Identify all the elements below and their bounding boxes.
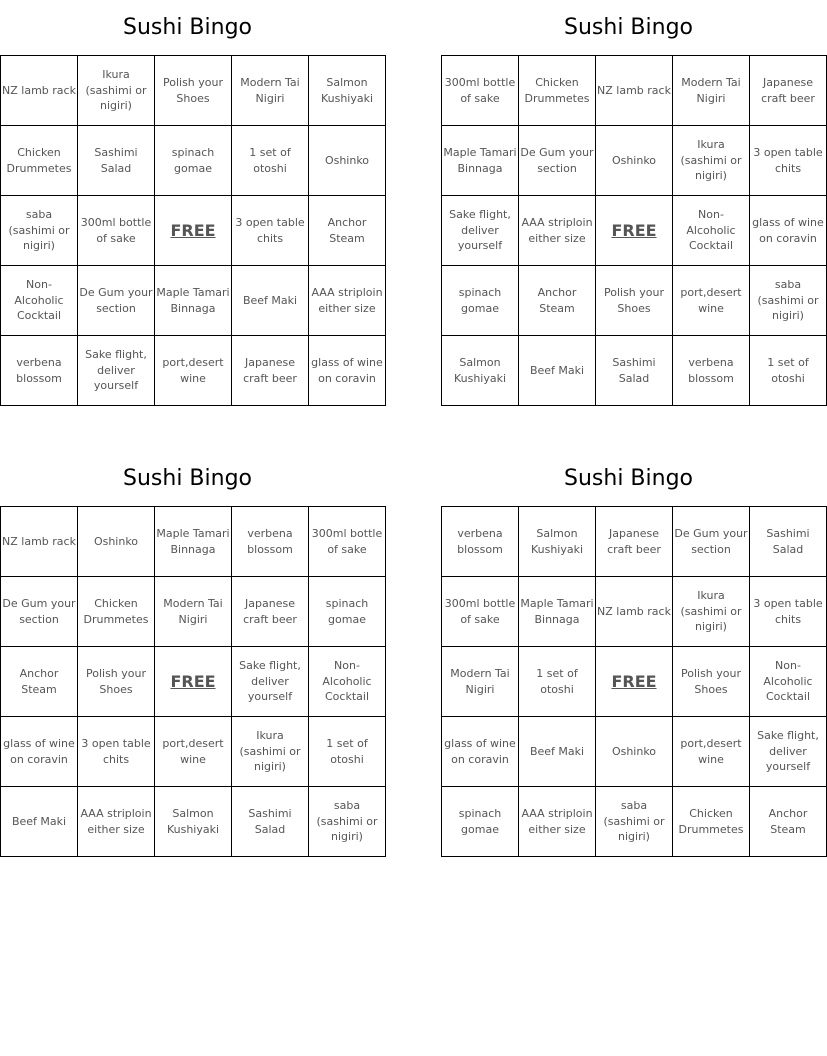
card-title: Sushi Bingo (564, 15, 693, 40)
bingo-cell: Japanese craft beer (232, 336, 309, 406)
bingo-cell: De Gum your section (1, 577, 78, 647)
bingo-cell: NZ lamb rack (596, 56, 673, 126)
bingo-cell: Chicken Drummetes (1, 126, 78, 196)
bingo-cell: 1 set of otoshi (519, 647, 596, 717)
grid-row (442, 56, 827, 126)
bingo-cell: Ikura (sashimi or nigiri) (232, 717, 309, 787)
bingo-cell: AAA striploin either size (78, 787, 155, 857)
bingo-cell: spinach gomae (155, 126, 232, 196)
bingo-cell: 3 open table chits (232, 196, 309, 266)
bingo-cell: Sake flight, deliver yourself (442, 196, 519, 266)
grid-row (1, 717, 386, 787)
free-space-cell: FREE (596, 196, 673, 266)
bingo-cell: Oshinko (78, 507, 155, 577)
bingo-cell: Non-Alcoholic Cocktail (673, 196, 750, 266)
grid-row (442, 507, 827, 577)
bingo-cell: Beef Maki (519, 717, 596, 787)
bingo-cell: 1 set of otoshi (309, 717, 386, 787)
bingo-cell: Japanese craft beer (596, 507, 673, 577)
bingo-cell: port,desert wine (673, 266, 750, 336)
bingo-cell: Anchor Steam (750, 787, 827, 857)
card-title: Sushi Bingo (564, 466, 693, 491)
bingo-cell: Anchor Steam (519, 266, 596, 336)
bingo-cell: Oshinko (596, 126, 673, 196)
bingo-cell: 1 set of otoshi (750, 336, 827, 406)
bingo-cell: Salmon Kushiyaki (155, 787, 232, 857)
bingo-cell: Anchor Steam (309, 196, 386, 266)
free-space-cell: FREE (596, 647, 673, 717)
bingo-cell: 300ml bottle of sake (78, 196, 155, 266)
bingo-cell: verbena blossom (673, 336, 750, 406)
bingo-cell: Beef Maki (519, 336, 596, 406)
grid-row (1, 507, 386, 577)
bingo-cell: 3 open table chits (750, 126, 827, 196)
bingo-cell: Anchor Steam (1, 647, 78, 717)
bingo-cell: spinach gomae (309, 577, 386, 647)
bingo-cell: Chicken Drummetes (519, 56, 596, 126)
bingo-cell: Japanese craft beer (750, 56, 827, 126)
grid-row (1, 787, 386, 857)
bingo-cell: glass of wine on coravin (309, 336, 386, 406)
grid-row (1, 577, 386, 647)
bingo-cell: Maple Tamari Binnaga (155, 507, 232, 577)
bingo-cell: saba (sashimi or nigiri) (596, 787, 673, 857)
bingo-cell: Non-Alcoholic Cocktail (1, 266, 78, 336)
bingo-cell: glass of wine on coravin (1, 717, 78, 787)
bingo-cell: Sake flight, deliver yourself (232, 647, 309, 717)
bingo-cell: glass of wine on coravin (750, 196, 827, 266)
bingo-cell: NZ lamb rack (1, 507, 78, 577)
bingo-cell: port,desert wine (673, 717, 750, 787)
bingo-cell: Polish your Shoes (78, 647, 155, 717)
bingo-cell: 3 open table chits (78, 717, 155, 787)
bingo-cell: verbena blossom (232, 507, 309, 577)
bingo-cell: 3 open table chits (750, 577, 827, 647)
bingo-cell: Modern Tai Nigiri (155, 577, 232, 647)
bingo-cell: Modern Tai Nigiri (673, 56, 750, 126)
grid-row (442, 196, 827, 266)
free-space-cell: FREE (155, 647, 232, 717)
bingo-cell: De Gum your section (78, 266, 155, 336)
bingo-cell: Salmon Kushiyaki (442, 336, 519, 406)
bingo-cell: port,desert wine (155, 717, 232, 787)
bingo-cell: NZ lamb rack (1, 56, 78, 126)
bingo-cell: Non-Alcoholic Cocktail (309, 647, 386, 717)
bingo-grid (441, 506, 827, 857)
bingo-cell: Oshinko (596, 717, 673, 787)
bingo-cell: Salmon Kushiyaki (309, 56, 386, 126)
bingo-cell: De Gum your section (673, 507, 750, 577)
grid-row (442, 266, 827, 336)
bingo-cell: saba (sashimi or nigiri) (750, 266, 827, 336)
bingo-cell: saba (sashimi or nigiri) (309, 787, 386, 857)
bingo-cell: Modern Tai Nigiri (442, 647, 519, 717)
bingo-grid (0, 55, 386, 406)
bingo-cell: saba (sashimi or nigiri) (1, 196, 78, 266)
bingo-cell: Non-Alcoholic Cocktail (750, 647, 827, 717)
bingo-cell: Sashimi Salad (232, 787, 309, 857)
bingo-cell: glass of wine on coravin (442, 717, 519, 787)
bingo-cell: verbena blossom (1, 336, 78, 406)
bingo-card-3 (0, 451, 383, 857)
bingo-cell: Ikura (sashimi or nigiri) (673, 577, 750, 647)
grid-row (442, 787, 827, 857)
bingo-cell: Ikura (sashimi or nigiri) (78, 56, 155, 126)
grid-row (442, 336, 827, 406)
card-title: Sushi Bingo (123, 466, 252, 491)
bingo-card-4 (441, 451, 823, 857)
grid-row (1, 647, 386, 717)
bingo-cell: Maple Tamari Binnaga (442, 126, 519, 196)
bingo-cell: Oshinko (309, 126, 386, 196)
bingo-grid (441, 55, 827, 406)
bingo-cell: Beef Maki (1, 787, 78, 857)
free-space-cell: FREE (155, 196, 232, 266)
bingo-grid (0, 506, 386, 857)
grid-row (1, 266, 386, 336)
grid-row (442, 717, 827, 787)
bingo-cell: De Gum your section (519, 126, 596, 196)
bingo-cell: Sashimi Salad (596, 336, 673, 406)
bingo-cell: Salmon Kushiyaki (519, 507, 596, 577)
bingo-cell: 300ml bottle of sake (442, 56, 519, 126)
bingo-cell: AAA striploin either size (519, 787, 596, 857)
bingo-cell: Polish your Shoes (155, 56, 232, 126)
bingo-cell: Sake flight, deliver yourself (78, 336, 155, 406)
bingo-cell: Chicken Drummetes (673, 787, 750, 857)
bingo-card-1 (0, 0, 383, 406)
bingo-cell: verbena blossom (442, 507, 519, 577)
grid-row (1, 126, 386, 196)
bingo-cell: Ikura (sashimi or nigiri) (673, 126, 750, 196)
bingo-cell: spinach gomae (442, 266, 519, 336)
bingo-cell: Beef Maki (232, 266, 309, 336)
bingo-cell: 300ml bottle of sake (309, 507, 386, 577)
grid-row (1, 336, 386, 406)
bingo-cell: Polish your Shoes (673, 647, 750, 717)
bingo-cell: spinach gomae (442, 787, 519, 857)
bingo-cell: Polish your Shoes (596, 266, 673, 336)
grid-row (442, 577, 827, 647)
grid-row (1, 196, 386, 266)
bingo-cell: Maple Tamari Binnaga (519, 577, 596, 647)
bingo-cell: Sashimi Salad (78, 126, 155, 196)
bingo-cell: 300ml bottle of sake (442, 577, 519, 647)
grid-row (442, 126, 827, 196)
card-title: Sushi Bingo (123, 15, 252, 40)
bingo-cell: Sake flight, deliver yourself (750, 717, 827, 787)
bingo-cell: Modern Tai Nigiri (232, 56, 309, 126)
bingo-cell: AAA striploin either size (519, 196, 596, 266)
grid-row (1, 56, 386, 126)
grid-row (442, 647, 827, 717)
bingo-cell: AAA striploin either size (309, 266, 386, 336)
bingo-cell: Maple Tamari Binnaga (155, 266, 232, 336)
bingo-cell: Chicken Drummetes (78, 577, 155, 647)
bingo-cell: Japanese craft beer (232, 577, 309, 647)
bingo-cell: 1 set of otoshi (232, 126, 309, 196)
bingo-cell: port,desert wine (155, 336, 232, 406)
bingo-cell: NZ lamb rack (596, 577, 673, 647)
bingo-cell: Sashimi Salad (750, 507, 827, 577)
bingo-card-2 (441, 0, 824, 406)
